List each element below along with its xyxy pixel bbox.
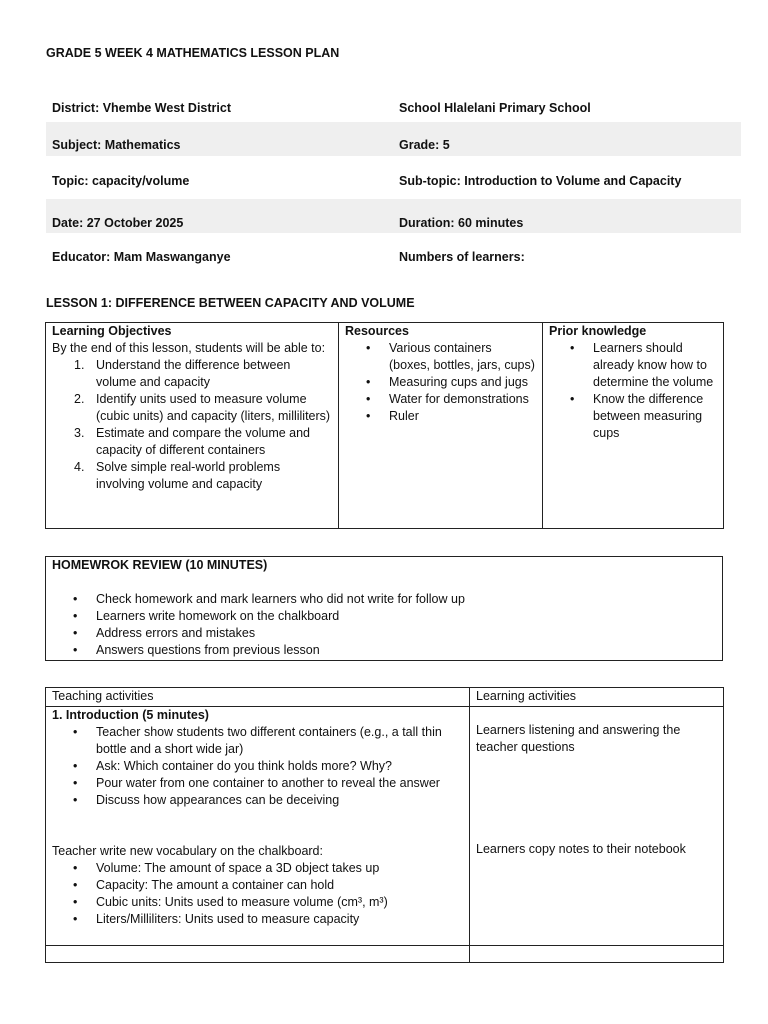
list-item: • Check homework and mark learners who did not write for follow up — [96, 591, 716, 608]
learning-activities-cell — [470, 707, 724, 946]
list-item: • Water for demonstrations — [389, 391, 536, 408]
list-item: • Address errors and mistakes — [96, 625, 716, 642]
subtopic-label: Sub-topic: Introduction to Volume and Capacity — [399, 174, 682, 188]
resources-list — [345, 340, 536, 425]
list-item: 1. Understand the difference between volume and capacity — [74, 358, 291, 389]
vocabulary-lead: Teacher write new vocabulary on the chalkboard: — [52, 844, 323, 858]
introduction-list — [52, 724, 463, 809]
list-item: • Volume: The amount of space a 3D object takes up — [96, 860, 463, 877]
subject-label: Subject: Mathematics — [52, 138, 181, 152]
objectives-list — [52, 357, 332, 493]
objectives-cell — [46, 323, 339, 529]
list-item: • Teacher show students two different containers (e.g., a tall thin bottle and a short wide jar) — [96, 724, 463, 758]
prior-knowledge-list — [549, 340, 717, 442]
school-label: School Hlalelani Primary School — [399, 101, 591, 115]
prior-knowledge-heading: Prior knowledge — [549, 324, 647, 338]
list-item: 4. Solve simple real-world problems involving volume and capacity — [74, 460, 281, 491]
info-row-topic — [46, 164, 741, 198]
vocabulary-learning-text: Learners copy notes to their notebook — [476, 842, 686, 856]
duration-label: Duration: 60 minutes — [399, 216, 524, 230]
list-item: • Ask: Which container do you think holds more? Why? — [96, 758, 463, 775]
learners-count-label: Numbers of learners: — [399, 250, 525, 264]
resources-cell — [339, 323, 543, 529]
list-item: • Answers questions from previous lesson — [96, 642, 716, 659]
page-title: GRADE 5 WEEK 4 MATHEMATICS LESSON PLAN — [46, 46, 340, 60]
list-item: 2. Identify units used to measure volume (cubic units) and capacity (liters, milliliters) — [74, 392, 331, 423]
list-item: • Liters/Milliliters: Units used to measure capacity — [96, 911, 463, 928]
list-item: • Cubic units: Units used to measure volume (cm³, m³) — [96, 894, 463, 911]
objectives-heading: Learning Objectives — [52, 324, 172, 338]
list-item: • Measuring cups and jugs — [389, 374, 536, 391]
objectives-table — [45, 322, 724, 529]
date-label: Date: 27 October 2025 — [52, 216, 184, 230]
introduction-learning-text: Learners listening and answering the teacher questions — [476, 723, 681, 754]
list-item: • Various containers (boxes, bottles, jars, cups) — [389, 340, 536, 374]
lesson-title: LESSON 1: DIFFERENCE BETWEEN CAPACITY AND VOLUME — [46, 296, 415, 310]
homework-heading: HOMEWROK REVIEW (10 MINUTES) — [52, 558, 268, 572]
list-item: • Ruler — [389, 408, 536, 425]
activities-table — [45, 687, 724, 963]
district-label: District: Vhembe West District — [52, 101, 231, 115]
homework-cell — [46, 557, 723, 661]
list-item: • Capacity: The amount a container can hold — [96, 877, 463, 894]
list-item: • Learners should already know how to determine the volume — [593, 340, 717, 391]
homework-list — [52, 591, 716, 659]
vocabulary-list — [52, 860, 463, 928]
empty-teaching-cell — [46, 946, 470, 963]
introduction-heading: 1. Introduction (5 minutes) — [52, 708, 209, 722]
list-item: 3. Estimate and compare the volume and capacity of different containers — [74, 426, 311, 457]
empty-learning-cell — [470, 946, 724, 963]
list-item: • Discuss how appearances can be deceiving — [96, 792, 463, 809]
learning-header: Learning activities — [470, 688, 724, 707]
grade-label: Grade: 5 — [399, 138, 450, 152]
info-row-educator — [46, 240, 741, 274]
list-item: • Know the difference between measuring cups — [593, 391, 717, 442]
list-item: • Learners write homework on the chalkboard — [96, 608, 716, 625]
info-row-date — [46, 199, 741, 233]
topic-label: Topic: capacity/volume — [52, 174, 190, 188]
teaching-activities-cell — [46, 707, 470, 946]
teaching-header: Teaching activities — [46, 688, 470, 707]
list-item: • Pour water from one container to another to reveal the answer — [96, 775, 463, 792]
info-row-subject — [46, 122, 741, 156]
prior-knowledge-cell — [543, 323, 724, 529]
info-row-district — [46, 91, 741, 125]
objectives-intro: By the end of this lesson, students will be able to: — [52, 341, 326, 355]
homework-table — [45, 556, 723, 661]
resources-heading: Resources — [345, 324, 409, 338]
educator-label: Educator: Mam Maswanganye — [52, 250, 231, 264]
